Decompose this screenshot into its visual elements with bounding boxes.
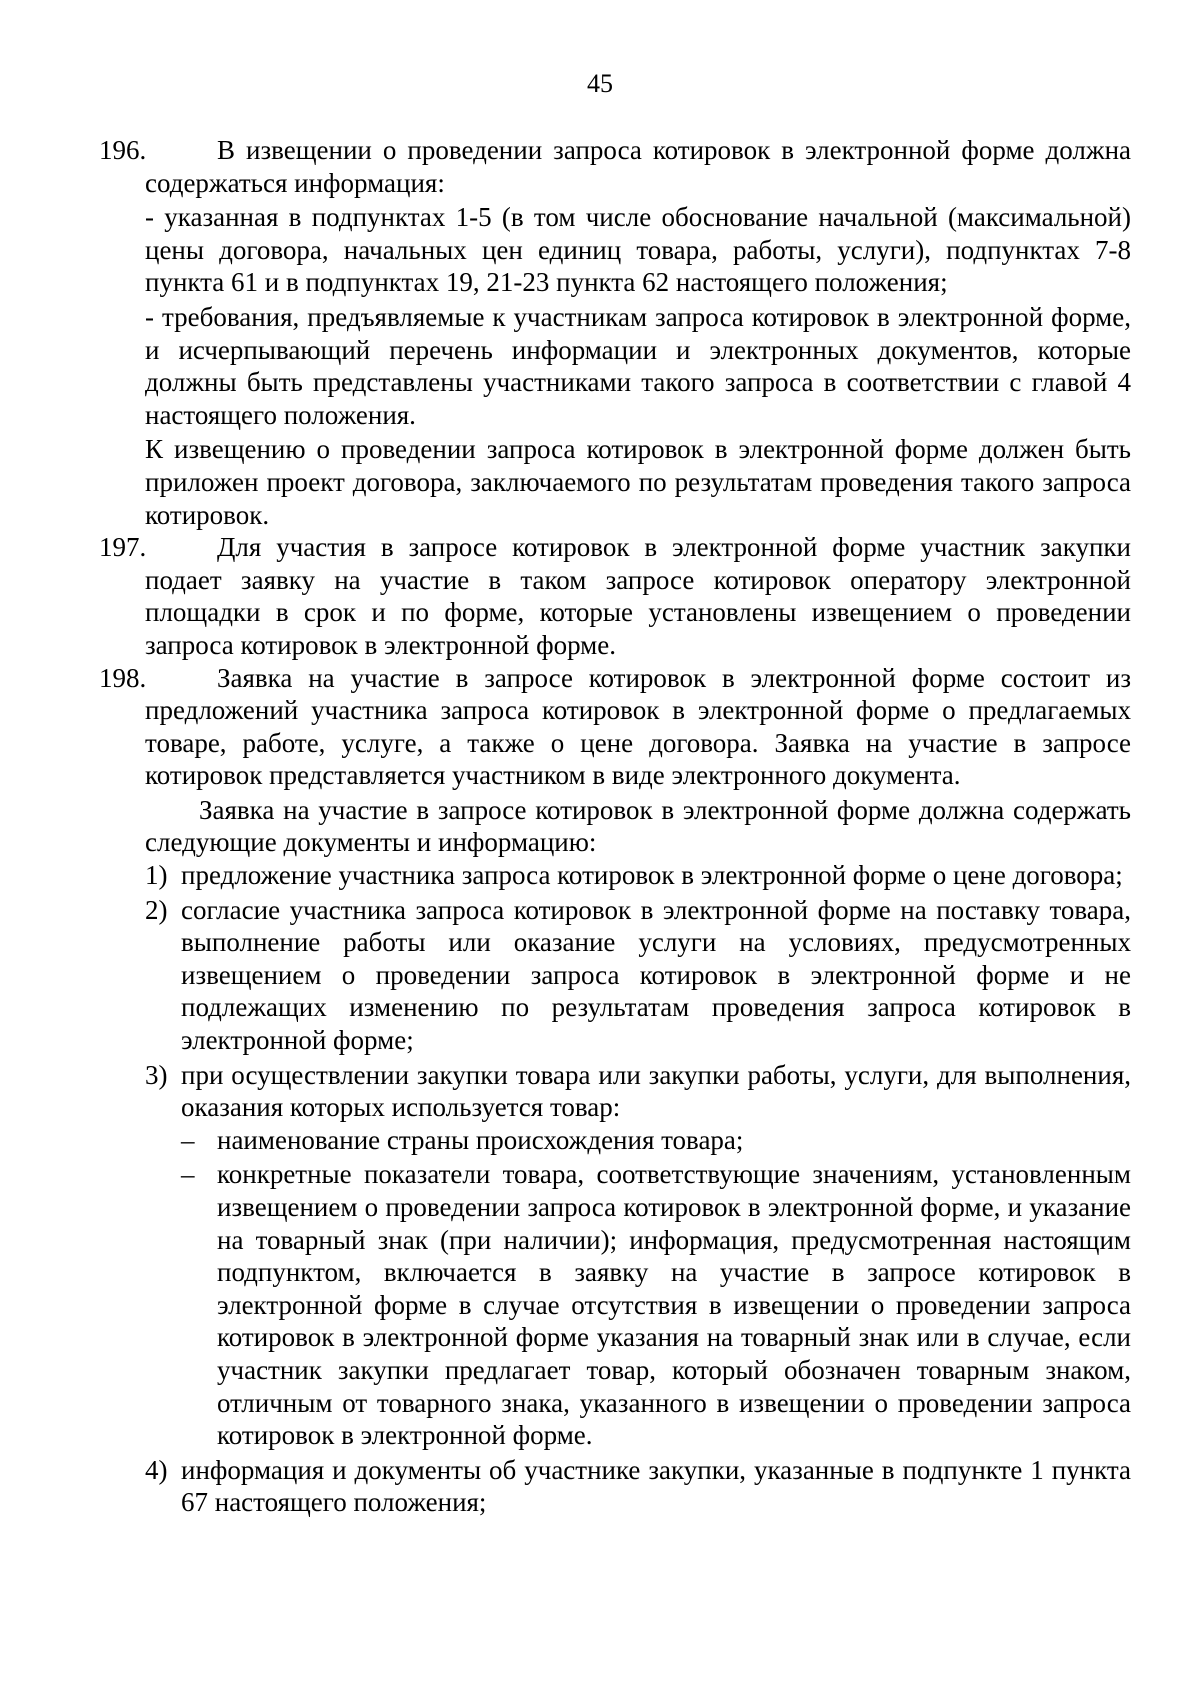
document-body bbox=[99, 134, 1131, 1519]
section-198-text: Заявка на участие в запросе котировок в электронной форме состоит из предложений участника запроса котировок в электронной форме о предлагаемых товаре, работе, услуге, а также о цене договора. Заявка на участие в запросе котировок представляется участником в виде электронного документа. bbox=[145, 662, 1131, 791]
section-198-para-2: Заявка на участие в запросе котировок в электронной форме должна содержать следующие документы и информацию: bbox=[145, 794, 1131, 858]
section-number: 196. bbox=[99, 135, 147, 165]
section-196-item-1: - указанная в подпунктах 1-5 (в том числе обоснование начальной (максимальной) цены договора, начальных цен единиц товара, работы, услуги), подпунктах 7-8 пункта 61 и в подпунктах 19, 21-23 пункта 62 настоящего положения; bbox=[145, 202, 1131, 298]
section-197-text: Для участия в запросе котировок в электронной форме участник закупки подает заявку на участие в таком запросе котировок оператору электронной площадки в срок и по форме, которые установлены извещением о проведении запроса котировок в электронной форме. bbox=[145, 532, 1131, 660]
list-item-text: при осуществлении закупки товара или закупки работы, услуги, для выполнения, оказания которых используется товар: bbox=[181, 1059, 1131, 1123]
section-number: 197. bbox=[99, 532, 147, 563]
page-number: 45 bbox=[587, 69, 613, 98]
section-198 bbox=[99, 662, 1131, 1519]
list-item bbox=[145, 859, 1131, 892]
dash-marker: – bbox=[181, 1124, 195, 1155]
section-196-closing: К извещению о проведении запроса котировок в электронной форме должен быть приложен проект договора, заключаемого по результатам проведения такого запроса котировок. bbox=[145, 434, 1131, 530]
list-item-text: предложение участника запроса котировок в электронной форме о цене договора; bbox=[181, 860, 1123, 891]
list-item-text: информация и документы об участнике закупки, указанные в подпункте 1 пункта 67 настоящего положения; bbox=[181, 1454, 1131, 1518]
section-number: 198. bbox=[99, 662, 147, 693]
list-item bbox=[145, 1059, 1131, 1124]
list-item bbox=[145, 1454, 1131, 1519]
dash-item-text: конкретные показатели товара, соответствующие значениям, установленным извещением о проведении запроса котировок в электронной форме, и указание на товарный знак (при наличии); информация, предусмотренная настоящим подпунктом, включается в заявку на участие в запросе котировок в электронной форме в случае отсутствия в извещении о проведении запроса котировок в электронной форме указания на товарный знак или в случае, если участник закупки предлагает товар, который обозначен товарным знаком, отличным от товарного знака, указанного в извещении о проведении запроса котировок в электронной форме. bbox=[217, 1159, 1131, 1451]
dash-item-text: наименование страны происхождения товара; bbox=[217, 1124, 744, 1155]
section-196 bbox=[99, 134, 1131, 531]
list-item-number: 3) bbox=[145, 1059, 168, 1090]
dash-list-item bbox=[145, 1158, 1131, 1451]
dash-marker: – bbox=[181, 1159, 195, 1190]
section-197 bbox=[99, 531, 1131, 661]
section-196-intro: В извещении о проведении запроса котировок в электронной форме должна содержаться информация: bbox=[145, 135, 1131, 198]
list-item-text: согласие участника запроса котировок в электронной форме на поставку товара, выполнение работы или оказание услуги на условиях, предусмотренных извещением о проведении запроса котировок в электронной форме и не подлежащих изменению по результатам проведения запроса котировок в электронной форме; bbox=[181, 894, 1131, 1056]
section-196-item-2: - требования, предъявляемые к участникам запроса котировок в электронной форме, и исчерпывающий перечень информации и электронных документов, которые должны быть представлены участниками такого запроса в соответствии с главой 4 настоящего положения. bbox=[145, 301, 1131, 430]
list-item bbox=[145, 894, 1131, 1057]
dash-list-item bbox=[145, 1124, 1131, 1157]
list-item-number: 1) bbox=[145, 860, 168, 891]
list-item-number: 4) bbox=[145, 1454, 168, 1485]
list-item-number: 2) bbox=[145, 894, 168, 925]
